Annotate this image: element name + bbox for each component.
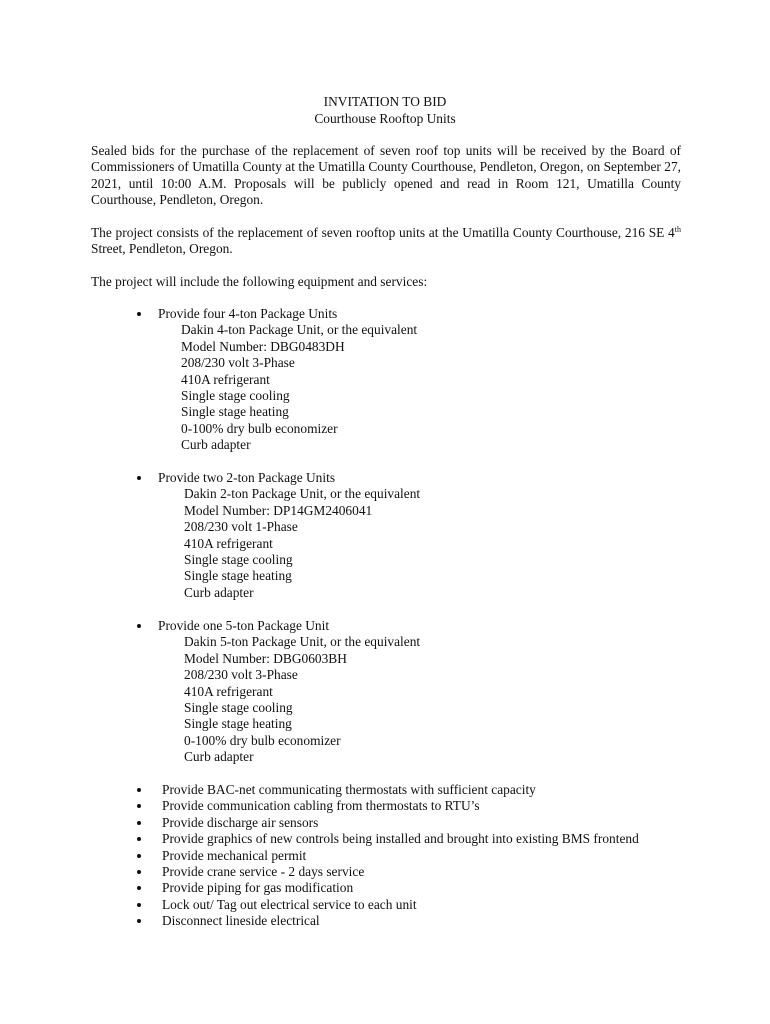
equipment-intro: The project will include the following equipment and services: (91, 274, 428, 289)
bullet-icon (137, 919, 141, 923)
spec-line: Model Number: DBG0483DH (181, 338, 345, 354)
bullet-icon (137, 870, 141, 874)
project-paragraph (91, 225, 681, 258)
service-text: Provide graphics of new controls being installed and brought into existing BMS frontend (162, 831, 639, 847)
spec-line: 410A refrigerant (184, 535, 273, 551)
spec-line: Single stage cooling (181, 387, 290, 403)
service-text: Provide crane service - 2 days service (162, 864, 365, 879)
spec-line: Single stage cooling (184, 699, 293, 715)
bullet-icon (137, 312, 141, 316)
bullet-icon (137, 624, 141, 628)
spec-line: Model Number: DP14GM2406041 (184, 502, 373, 518)
spec-line: Dakin 4-ton Package Unit, or the equivalent (181, 322, 418, 338)
title-block (0, 94, 770, 127)
project-ordinal-suffix: th (674, 225, 681, 234)
package-spec-list (184, 634, 420, 765)
bullet-icon (137, 886, 141, 890)
intro-paragraph: Sealed bids for the purchase of the replacement of seven roof top units will be received by the Board of Commissioners of Umatilla County at the Umatilla County Courthouse, Pendleton, Oregon, on September 27, 2021, until 10:00 A.M. Proposals will be publicly opened and read in Room 121, Umatilla County Courthouse, Pendleton, Oregon. (91, 143, 681, 208)
spec-line: Single stage heating (181, 404, 289, 420)
spec-line: Curb adapter (181, 437, 251, 453)
spec-line: 410A refrigerant (181, 371, 270, 387)
bullet-icon (137, 788, 141, 792)
spec-line: 208/230 volt 1-Phase (184, 519, 298, 535)
spec-line: Curb adapter (184, 749, 254, 765)
spec-line: 0-100% dry bulb economizer (181, 420, 338, 436)
spec-line: Curb adapter (184, 584, 254, 600)
service-text: Provide mechanical permit (162, 847, 307, 863)
service-text: Disconnect lineside electrical (162, 913, 320, 929)
spec-line: Single stage heating (184, 716, 292, 732)
bullet-icon (137, 821, 141, 825)
spec-line: Single stage cooling (184, 551, 293, 567)
spec-line: 410A refrigerant (184, 683, 273, 699)
bullet-icon (137, 476, 141, 480)
spec-line: 208/230 volt 3-Phase (181, 355, 295, 371)
bullet-icon (137, 804, 141, 808)
bullet-icon (137, 837, 141, 841)
spec-line: Dakin 5-ton Package Unit, or the equivalent (184, 634, 421, 650)
project-text-start: The project consists of the replacement of seven rooftop units at the Umatilla County Courthouse, 216 SE 4 (91, 225, 675, 240)
spec-line: Single stage heating (184, 568, 292, 584)
service-text: Provide discharge air sensors (162, 814, 319, 830)
document-subtitle: Courthouse Rooftop Units (314, 110, 456, 126)
spec-line: Model Number: DBG0603BH (184, 650, 347, 666)
package-heading: Provide one 5-ton Package Unit (158, 618, 330, 633)
package-spec-list (181, 322, 417, 453)
spec-line: 0-100% dry bulb economizer (184, 732, 341, 748)
package-heading: Provide four 4-ton Package Units (158, 306, 338, 321)
project-text-end: Street, Pendleton, Oregon. (91, 241, 233, 257)
service-text: Provide communication cabling from thermostats to RTU’s (162, 798, 480, 814)
spec-line: Dakin 2-ton Package Unit, or the equivalent (184, 486, 421, 502)
service-text: Provide piping for gas modification (162, 880, 354, 896)
package-spec-list (184, 486, 420, 601)
bullet-icon (137, 903, 141, 907)
package-heading: Provide two 2-ton Package Units (158, 470, 336, 485)
document-title: INVITATION TO BID (323, 94, 447, 109)
bullet-icon (137, 854, 141, 858)
service-text: Provide BAC-net communicating thermostats with sufficient capacity (162, 782, 536, 797)
spec-line: 208/230 volt 3-Phase (184, 667, 298, 683)
service-text: Lock out/ Tag out electrical service to each unit (162, 896, 417, 912)
